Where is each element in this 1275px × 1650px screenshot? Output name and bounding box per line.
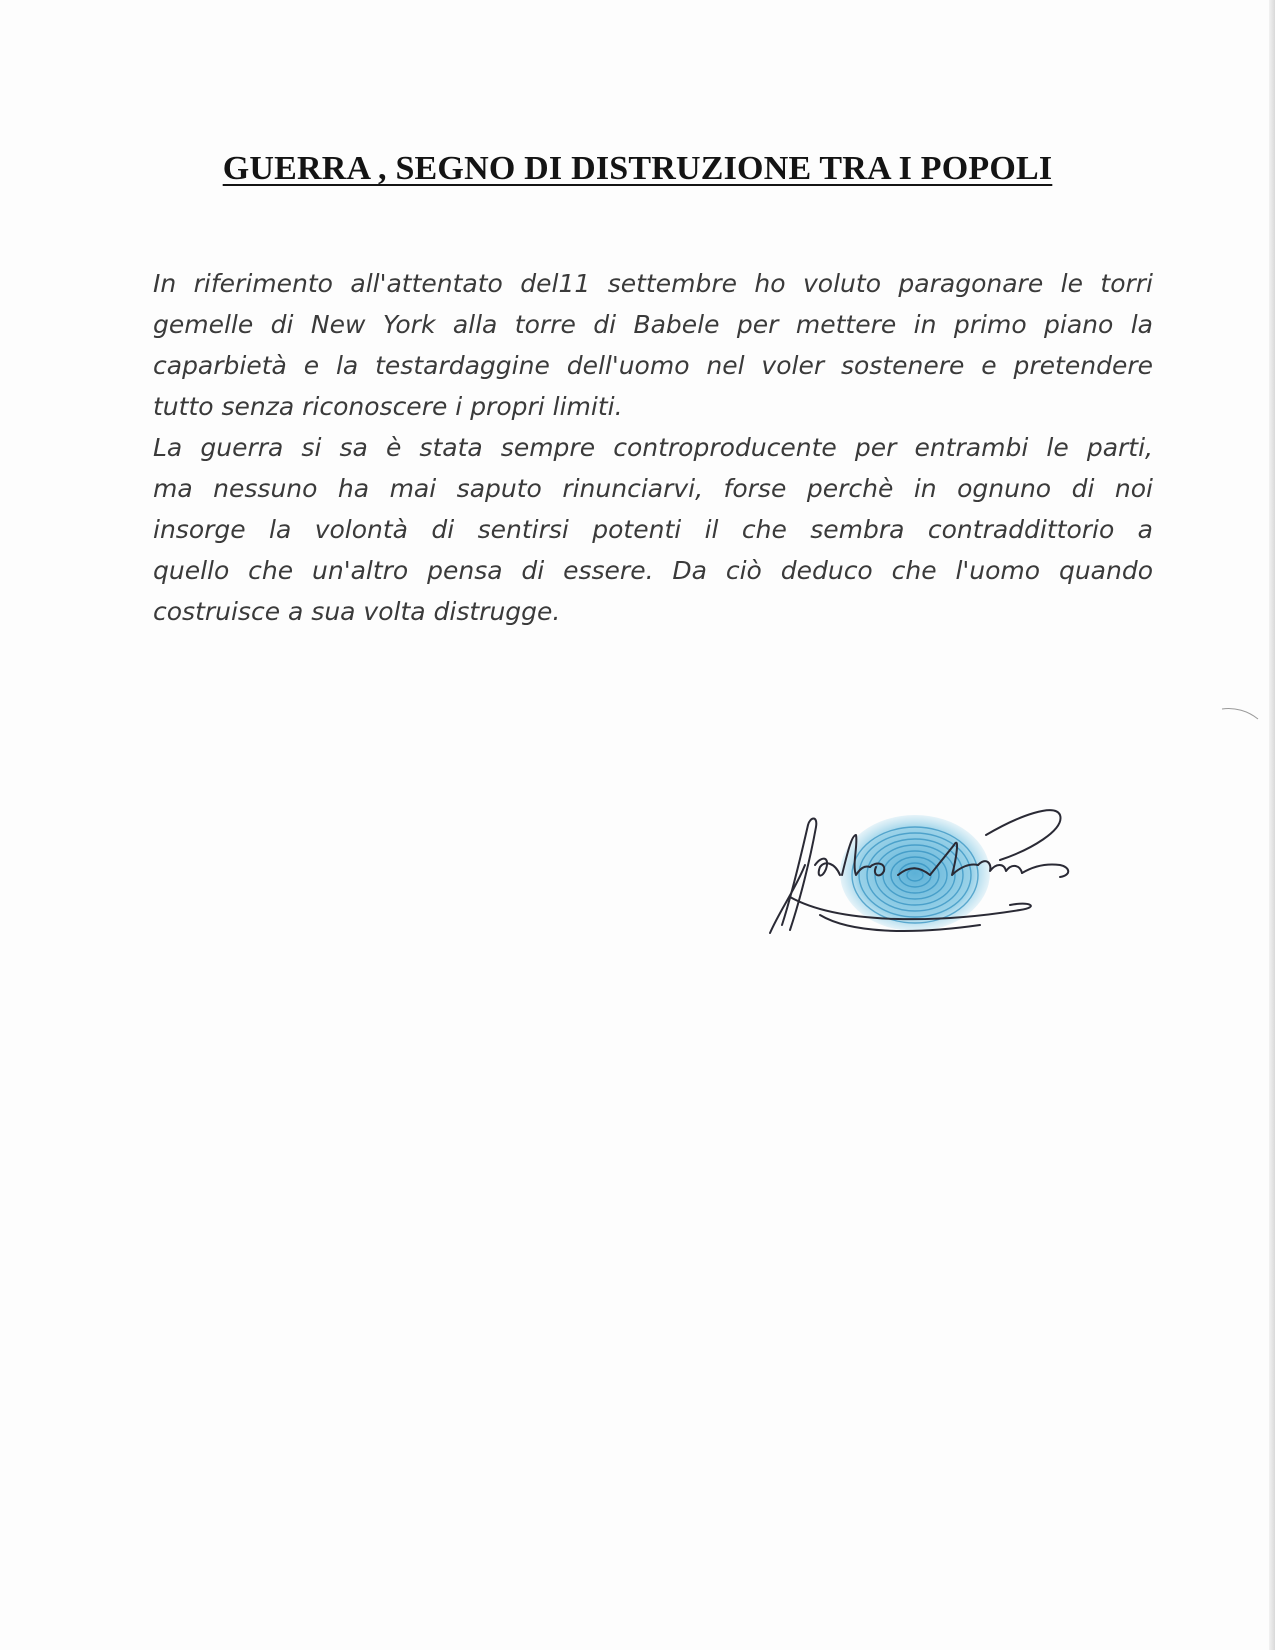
document-title-text: GUERRA , SEGNO DI DISTRUZIONE TRA I POPOLI [222,150,1053,187]
body-line-2: gemelle di New York alla torre di Babele per mettere in primo piano la [153,310,1153,339]
body-line-5: La guerra si sa è stata sempre controproducente per entrambi le parti, [153,433,1153,462]
body-line-4: tutto senza riconoscere i propri limiti. [153,392,623,421]
scan-edge [1269,0,1275,1650]
document-body [153,263,1153,632]
body-line-7: insorge la volontà di sentirsi potenti il che sembra contraddittorio a [153,515,1153,544]
body-line-9: costruisce a sua volta distrugge. [153,597,561,626]
body-line-3: caparbietà e la testardaggine dell'uomo nel voler sostenere e pretendere [153,351,1153,380]
fingerprint-icon [840,815,990,931]
scan-mark [1220,705,1260,725]
body-line-1: In riferimento all'attentato del11 settembre ho voluto paragonare le torri [153,269,1153,298]
body-line-6: ma nessuno ha mai saputo rinunciarvi, forse perchè in ognuno di noi [153,474,1153,503]
signature-with-fingerprint [760,805,1110,945]
document-title [0,150,1275,188]
body-line-8: quello che un'altro pensa di essere. Da ciò deduco che l'uomo quando [153,556,1153,585]
